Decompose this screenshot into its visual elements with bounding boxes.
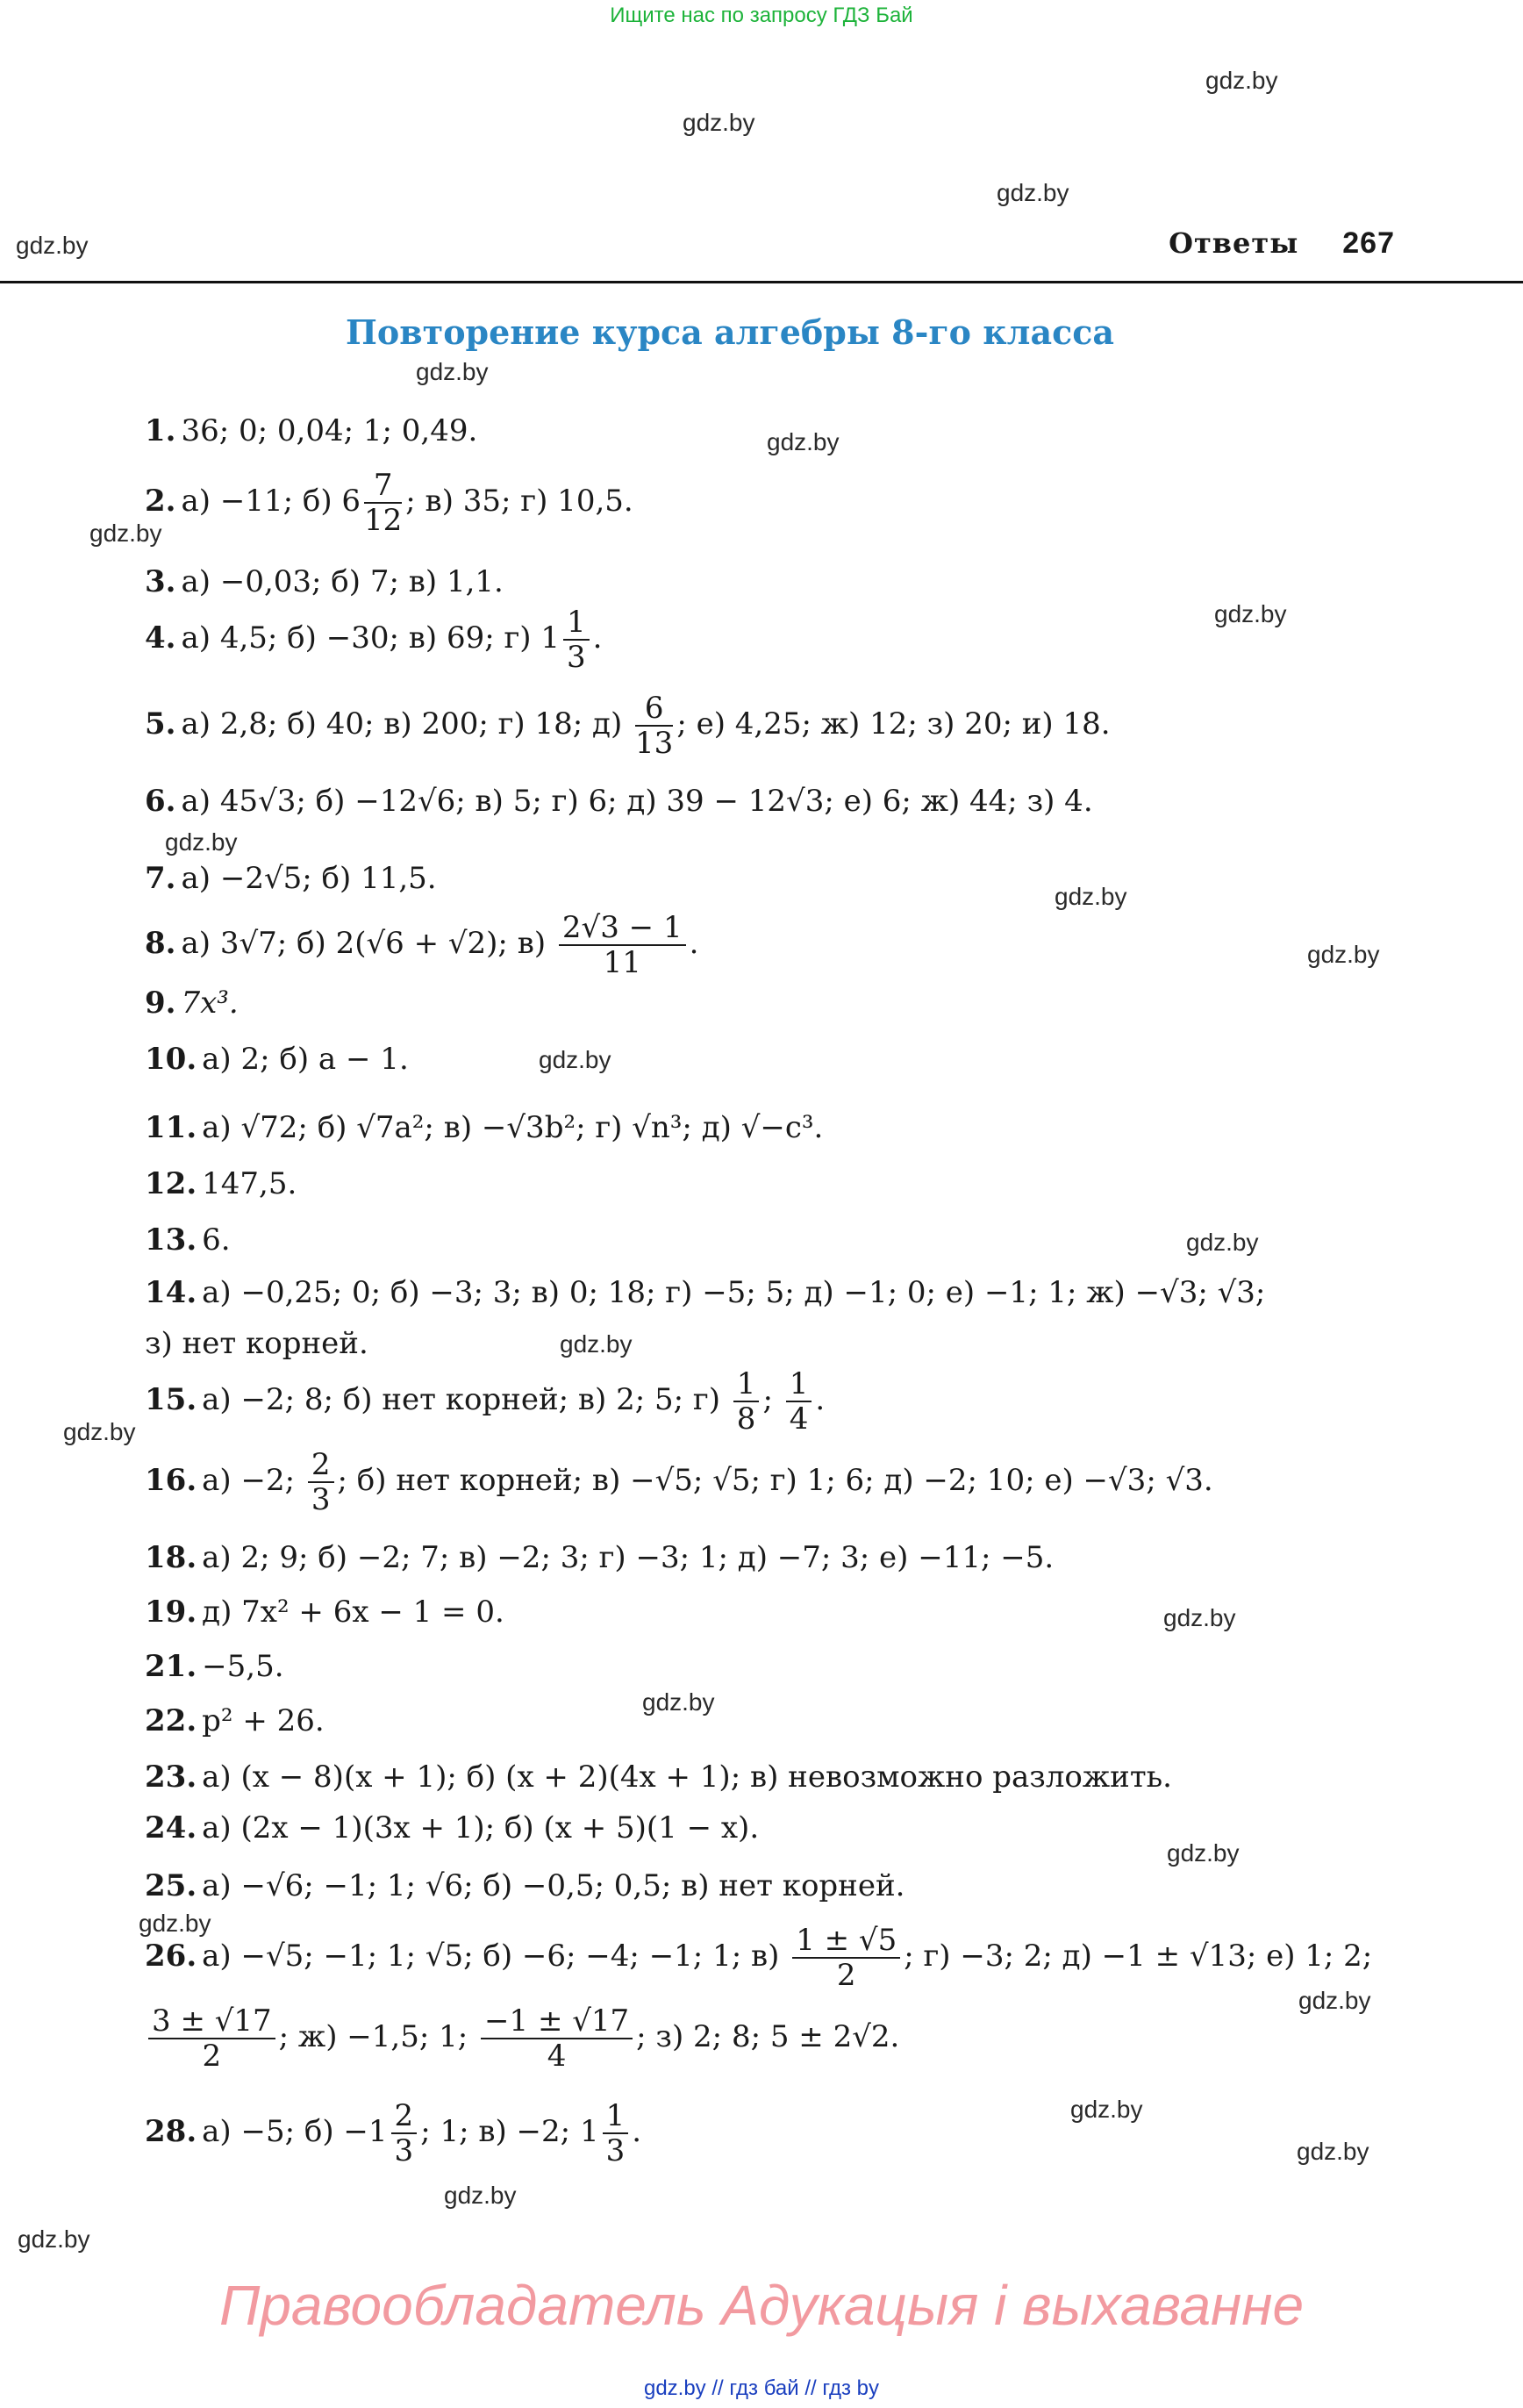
answer-number: 26.	[145, 1939, 197, 1974]
watermark: gdz.by	[539, 1046, 611, 1073]
answer-text: а) −0,25; 0; б) −3; 3; в) 0; 18; г) −5; 5; д) −1; 0; е) −1; 1; ж) −√3; √3;	[202, 1275, 1266, 1310]
answer-text: 147,5.	[202, 1166, 297, 1201]
answer-7	[145, 861, 437, 896]
answer-text: ; б) нет корней; в) −√5; √5; г) 1; 6; д) −2; 10; е) −√3; √3.	[337, 1463, 1213, 1498]
answer-16	[145, 1447, 1213, 1517]
watermark: gdz.by	[1214, 600, 1287, 627]
answer-text: д) 7x² + 6x − 1 = 0.	[202, 1595, 504, 1630]
running-head	[1169, 226, 1395, 261]
watermark: gdz.by	[1186, 1229, 1259, 1256]
answer-21	[145, 1649, 284, 1684]
fraction: $\frac{-1 \pm √17}{4}$	[481, 2006, 633, 2071]
answer-9	[145, 985, 239, 1021]
answer-text: ;	[762, 1382, 783, 1417]
answer-number: 7.	[145, 861, 176, 896]
answer-number: 19.	[145, 1595, 197, 1630]
fraction: $\frac{3 \pm √17}{2}$	[148, 2006, 275, 2071]
answer-number: 22.	[145, 1703, 197, 1738]
answer-8	[145, 910, 699, 980]
answer-text: а) 4,5; б) −30; в) 69; г) 1	[181, 620, 560, 656]
answer-text: а) √72; б) √7a²; в) −√3b²; г) √n³; д) √−c³.	[202, 1110, 824, 1145]
answer-number: 8.	[145, 926, 176, 961]
watermark: gdz.by	[18, 2225, 90, 2253]
fraction: $\frac{1}{8}$	[733, 1369, 760, 1434]
answer-19	[145, 1595, 504, 1630]
answer-28	[145, 2098, 642, 2168]
answer-text: .	[815, 1382, 826, 1417]
watermark: gdz.by	[444, 2182, 517, 2209]
answer-number: 2.	[145, 484, 176, 519]
answer-number: 11.	[145, 1110, 197, 1145]
header-rule	[0, 281, 1523, 283]
watermark: gdz.by	[767, 428, 840, 455]
answer-number: 12.	[145, 1166, 197, 1201]
answer-number: 15.	[145, 1382, 197, 1417]
answer-11	[145, 1110, 824, 1145]
watermark: gdz.by	[1297, 2138, 1369, 2165]
answer-text: а) −11; б) 6	[181, 484, 361, 519]
answer-text: а) 2; 9; б) −2; 7; в) −2; 3; г) −3; 1; д) −7; 3; е) −11; −5.	[202, 1540, 1055, 1575]
answer-text: −5,5.	[202, 1649, 284, 1684]
answer-text: ; г) −3; 2; д) −1 ± √13; е) 1; 2;	[904, 1939, 1373, 1974]
answer-26-continued	[145, 2003, 900, 2074]
watermark: gdz.by	[165, 828, 238, 856]
answer-5	[145, 691, 1111, 761]
answer-text: а) −0,03; б) 7; в) 1,1.	[181, 564, 504, 599]
watermark: gdz.by	[1205, 67, 1278, 94]
answer-26	[145, 1923, 1373, 1993]
fraction: $\frac{2√3 - 1}{11}$	[559, 913, 686, 978]
answer-22	[145, 1703, 325, 1738]
answer-text: p² + 26.	[202, 1703, 325, 1738]
watermark: gdz.by	[997, 179, 1069, 206]
answer-13	[145, 1222, 231, 1258]
answer-25	[145, 1868, 905, 1903]
answer-6	[145, 784, 1093, 819]
fraction: $\frac{1 \pm √5}{2}$	[792, 1925, 900, 1990]
answer-number: 16.	[145, 1463, 197, 1498]
page-number: 267	[1342, 226, 1395, 260]
watermark: gdz.by	[416, 358, 489, 385]
answer-number: 21.	[145, 1649, 197, 1684]
fraction: $\frac{1}{4}$	[786, 1369, 812, 1434]
answer-text: ; 1; в) −2; 1	[420, 2114, 599, 2149]
answer-1	[145, 413, 478, 448]
answer-number: 9.	[145, 985, 176, 1021]
watermark: gdz.by	[1163, 1604, 1236, 1631]
watermark: gdz.by	[16, 232, 89, 259]
answer-number: 5.	[145, 706, 176, 742]
fraction: $\frac{2}{3}$	[308, 1450, 334, 1515]
fraction: $\frac{1}{3}$	[603, 2101, 629, 2166]
section-name: Ответы	[1169, 226, 1299, 260]
answer-text: .	[592, 620, 603, 656]
watermark: gdz.by	[1307, 941, 1380, 968]
answer-text: 36; 0; 0,04; 1; 0,49.	[181, 413, 478, 448]
answer-14-continued	[145, 1326, 368, 1361]
fraction: $\frac{7}{12}$	[364, 468, 403, 538]
answer-text: а) 3√7; б) 2(√6 + √2); в)	[181, 926, 555, 961]
answer-text: .	[632, 2114, 642, 2149]
answer-24	[145, 1810, 760, 1845]
answer-number: 4.	[145, 620, 176, 656]
answer-number: 1.	[145, 413, 176, 448]
answer-18	[145, 1540, 1055, 1575]
top-banner[interactable]: Ищите нас по запросу ГДЗ Бай	[610, 4, 913, 27]
answer-23	[145, 1759, 1172, 1795]
answer-number: 25.	[145, 1868, 197, 1903]
answer-text: а) (x − 8)(x + 1); б) (x + 2)(4x + 1); в) невозможно разложить.	[202, 1759, 1172, 1795]
footer-links[interactable]: gdz.by // гдз бай // гдз by	[643, 2376, 880, 2400]
answer-text: ; е) 4,25; ж) 12; з) 20; и) 18.	[676, 706, 1111, 742]
answer-text: ; з) 2; 8; 5 ± 2√2.	[636, 2019, 900, 2054]
copyright-notice: Правообладатель Адукацыя і выхаванне	[218, 2274, 1305, 2337]
watermark: gdz.by	[1070, 2096, 1143, 2123]
answer-text: ; ж) −1,5; 1;	[278, 2019, 478, 2054]
answer-number: 28.	[145, 2114, 197, 2149]
answer-text: ; в) 35; г) 10,5.	[405, 484, 633, 519]
fraction: $\frac{2}{3}$	[391, 2101, 418, 2166]
answer-4	[145, 605, 603, 675]
answer-12	[145, 1166, 297, 1201]
watermark: gdz.by	[560, 1330, 633, 1358]
answer-text: .	[689, 926, 699, 961]
watermark: gdz.by	[139, 1910, 211, 1937]
watermark: gdz.by	[1167, 1839, 1240, 1867]
answer-text: а) −5; б) −1	[202, 2114, 388, 2149]
watermark: gdz.by	[1298, 1987, 1371, 2014]
answer-number: 18.	[145, 1540, 197, 1575]
answer-text: а) 2,8; б) 40; в) 200; г) 18; д)	[181, 706, 633, 742]
answer-number: 13.	[145, 1222, 197, 1258]
watermark: gdz.by	[89, 520, 162, 547]
section-title: Повторение курса алгебры 8-го класса	[346, 312, 1114, 352]
answer-text: а) (2x − 1)(3x + 1); б) (x + 5)(1 − x).	[202, 1810, 760, 1845]
watermark: gdz.by	[63, 1418, 136, 1445]
answer-text: а) 45√3; б) −12√6; в) 5; г) 6; д) 39 − 12√3; е) 6; ж) 44; з) 4.	[181, 784, 1093, 819]
answer-text: а) −√6; −1; 1; √6; б) −0,5; 0,5; в) нет корней.	[202, 1868, 905, 1903]
answer-2	[145, 468, 633, 538]
answer-14	[145, 1275, 1266, 1310]
fraction: $\frac{6}{13}$	[635, 691, 674, 761]
answer-text: 7x³.	[181, 985, 239, 1021]
answer-number: 23.	[145, 1759, 197, 1795]
answer-text: а) −√5; −1; 1; √5; б) −6; −4; −1; 1; в)	[202, 1939, 790, 1974]
answer-text: а) −2√5; б) 11,5.	[181, 861, 437, 896]
answer-text: а) −2;	[202, 1463, 304, 1498]
watermark: gdz.by	[642, 1688, 715, 1716]
watermark: gdz.by	[683, 109, 755, 136]
answer-number: 6.	[145, 784, 176, 819]
watermark: gdz.by	[1055, 883, 1127, 910]
answer-text: а) 2; б) a − 1.	[202, 1042, 409, 1077]
answer-15	[145, 1366, 826, 1437]
answer-number: 24.	[145, 1810, 197, 1845]
answer-10	[145, 1042, 409, 1077]
answer-text: з) нет корней.	[145, 1326, 368, 1361]
answer-text: 6.	[202, 1222, 231, 1258]
answer-number: 10.	[145, 1042, 197, 1077]
answer-3	[145, 564, 504, 599]
answer-number: 3.	[145, 564, 176, 599]
fraction: $\frac{1}{3}$	[563, 607, 590, 672]
answer-text: а) −2; 8; б) нет корней; в) 2; 5; г)	[202, 1382, 730, 1417]
answer-number: 14.	[145, 1275, 197, 1310]
